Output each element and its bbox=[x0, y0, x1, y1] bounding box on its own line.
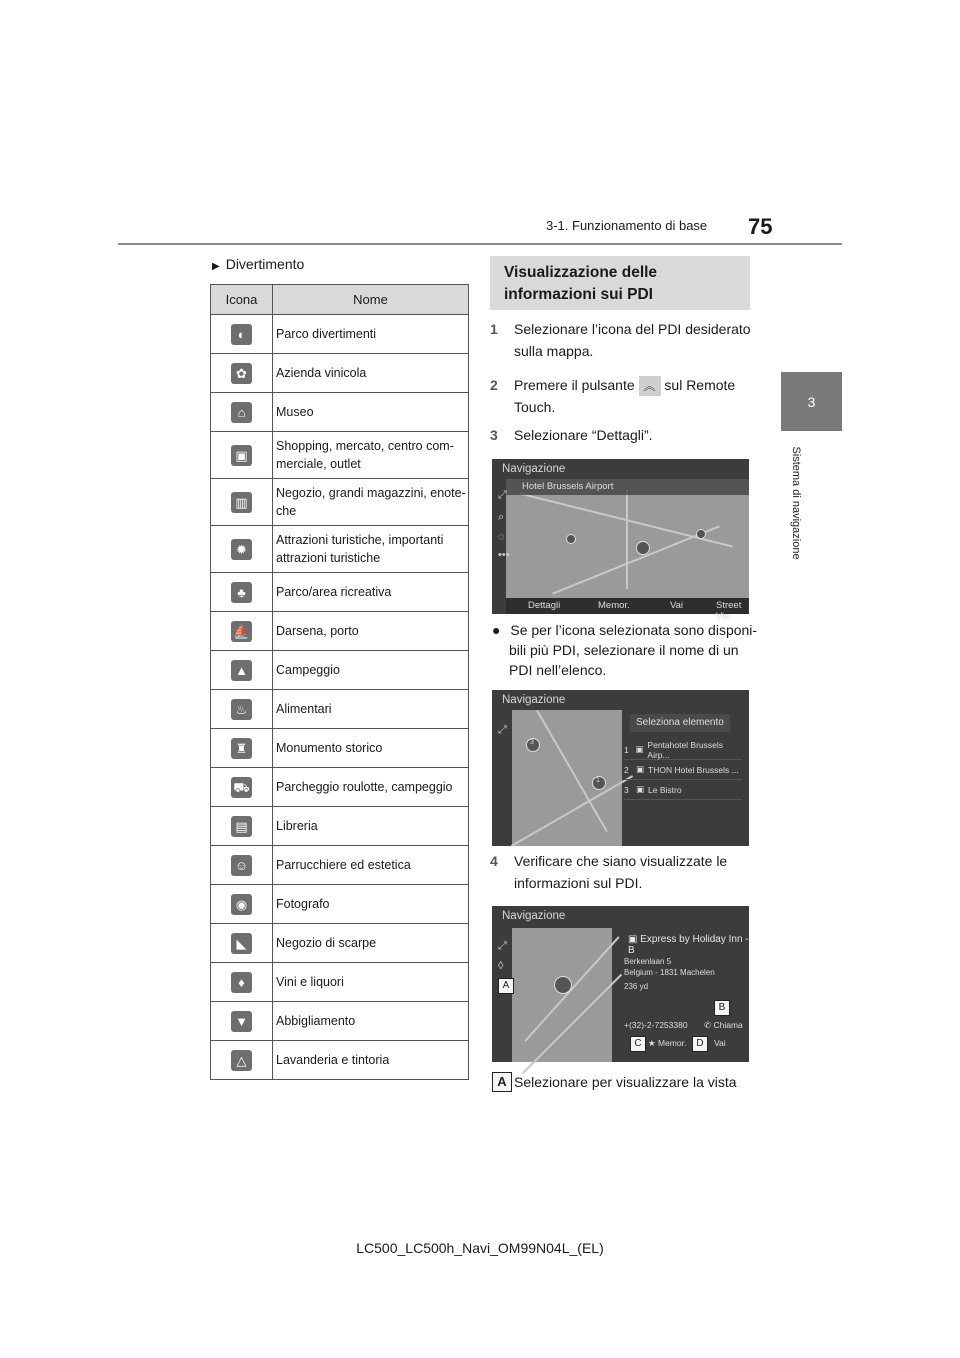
map-road bbox=[626, 489, 628, 589]
call-button[interactable]: ✆ Chiama bbox=[704, 1020, 743, 1030]
tent-icon: ▲ bbox=[231, 660, 252, 681]
table-row bbox=[211, 354, 469, 393]
camera-icon: ◉ bbox=[231, 894, 252, 915]
step-1: 1 Selezionare l’icona del PDI desiderato sulla mappa. bbox=[490, 321, 751, 359]
name-cell: Parrucchiere ed estetica bbox=[273, 846, 469, 885]
hotel-icon: ▣ bbox=[636, 784, 645, 794]
list-item-label: Pentahotel Brussels Airp... bbox=[647, 739, 724, 760]
table-row bbox=[211, 526, 469, 573]
table-row bbox=[211, 393, 469, 432]
table-row bbox=[211, 651, 469, 690]
save-button[interactable]: ★ Memor. bbox=[648, 1038, 687, 1048]
details-button[interactable]: Dettagli bbox=[528, 600, 561, 611]
street-view-button[interactable]: Street Vie bbox=[716, 600, 742, 622]
header-divider bbox=[118, 243, 842, 245]
map-area bbox=[512, 928, 612, 1062]
name-cell: Vini e liquori bbox=[273, 963, 469, 1002]
name-cell: Fotografo bbox=[273, 885, 469, 924]
subsection-title: ▶ Divertimento bbox=[212, 256, 305, 272]
sailboat-icon: ⛵ bbox=[231, 621, 252, 642]
note-label-a: A bbox=[492, 1072, 512, 1092]
shopping-bag-icon: ▥ bbox=[231, 492, 252, 513]
icon-cell bbox=[211, 393, 273, 432]
grapes-icon: ✿ bbox=[231, 363, 252, 384]
sun-attraction-icon: ✹ bbox=[231, 539, 252, 560]
callout-label-d: D bbox=[692, 1036, 708, 1052]
search-icon[interactable]: ⌕ bbox=[498, 511, 505, 523]
remote-touch-icon[interactable]: ◊ bbox=[498, 960, 504, 972]
page-number: 75 bbox=[748, 214, 773, 239]
list-item[interactable] bbox=[624, 760, 742, 780]
icon-cell bbox=[211, 963, 273, 1002]
table-row bbox=[211, 729, 469, 768]
screen-title: Navigazione bbox=[502, 463, 566, 475]
table-row bbox=[211, 924, 469, 963]
table-row bbox=[211, 1041, 469, 1080]
name-cell: Darsena, porto bbox=[273, 612, 469, 651]
expand-icon[interactable]: ⤢ bbox=[498, 489, 507, 501]
table-row bbox=[211, 1002, 469, 1041]
step-4: 4 Verificare che siano visualizzate le informazioni sul PDI. bbox=[490, 853, 728, 891]
screen-title: Navigazione bbox=[502, 694, 566, 706]
groceries-icon: ♨ bbox=[231, 699, 252, 720]
icon-cell bbox=[211, 573, 273, 612]
chapter-label: Sistema di navigazione bbox=[790, 446, 802, 560]
table-row bbox=[211, 690, 469, 729]
chapter-number: 3 bbox=[807, 393, 816, 410]
poi-list bbox=[624, 740, 742, 800]
section-heading-text: Visualizzazione delle informazioni sui PDI bbox=[504, 264, 658, 303]
hanger-icon: △ bbox=[231, 1050, 252, 1071]
name-cell: Azienda vinicola bbox=[273, 354, 469, 393]
list-heading: Seleziona elemento bbox=[630, 714, 730, 732]
section-header: 3-1. Funzionamento di base bbox=[546, 218, 708, 233]
wine-bottle-icon: ♦ bbox=[231, 972, 252, 993]
table-row bbox=[211, 612, 469, 651]
list-item-number: 1 bbox=[624, 744, 629, 755]
icon-cell bbox=[211, 354, 273, 393]
name-cell: Libreria bbox=[273, 807, 469, 846]
nav-screen-list bbox=[492, 690, 749, 846]
map-pin-icon[interactable]: 3 bbox=[526, 738, 540, 752]
table-row bbox=[211, 963, 469, 1002]
icon-cell bbox=[211, 768, 273, 807]
poi-name-bar[interactable] bbox=[506, 479, 749, 495]
name-cell: Parco/area ricreativa bbox=[273, 573, 469, 612]
table-row bbox=[211, 479, 469, 526]
icon-cell bbox=[211, 690, 273, 729]
list-item[interactable] bbox=[624, 780, 742, 800]
map-road bbox=[536, 710, 608, 832]
poi-marker-icon[interactable] bbox=[566, 534, 576, 544]
table-row bbox=[211, 846, 469, 885]
bullet-note: ● Se per l’icona selezionata sono disponi- bili più PDI, selezionare il nome di un PDI nell’elenco. bbox=[492, 622, 758, 678]
icon-cell bbox=[211, 651, 273, 690]
callout-label-a: A bbox=[498, 978, 514, 994]
icon-cell bbox=[211, 1002, 273, 1041]
name-cell: Alimentari bbox=[273, 690, 469, 729]
list-item-label: Le Bistro bbox=[648, 784, 682, 795]
icon-cell bbox=[211, 526, 273, 573]
shirt-icon: ▼ bbox=[231, 1011, 252, 1032]
save-button[interactable]: Memor. bbox=[598, 600, 630, 611]
name-cell: Negozio di scarpe bbox=[273, 924, 469, 963]
callout-label-c: C bbox=[630, 1036, 646, 1052]
column-header-icon: Icona bbox=[211, 285, 273, 315]
column-header-name: Nome bbox=[273, 285, 469, 315]
icon-cell bbox=[211, 924, 273, 963]
list-item-number: 2 bbox=[624, 764, 629, 775]
name-cell: Parco divertimenti bbox=[273, 315, 469, 354]
nav-screen-details bbox=[492, 906, 749, 1062]
name-cell: Monumento storico bbox=[273, 729, 469, 768]
go-button[interactable]: Vai bbox=[670, 600, 684, 611]
poi-marker-icon[interactable] bbox=[696, 529, 706, 539]
list-item[interactable] bbox=[624, 740, 742, 760]
table-row bbox=[211, 807, 469, 846]
map-road bbox=[511, 775, 633, 847]
icon-cell bbox=[211, 432, 273, 479]
camper-icon: ⛟ bbox=[231, 777, 252, 798]
balloon-icon: ◐ bbox=[231, 324, 252, 345]
note-text: Selezionare per visualizzare la vista bbox=[514, 1074, 737, 1090]
name-cell: Shopping, mercato, centro com- merciale, outlet bbox=[273, 432, 469, 479]
hotel-icon: ▣ bbox=[636, 764, 645, 774]
bulb-icon[interactable]: ◌ bbox=[498, 531, 505, 543]
more-icon[interactable]: ••• bbox=[498, 549, 510, 561]
hairdresser-icon: ☺ bbox=[231, 855, 252, 876]
name-cell: Parcheggio roulotte, campeggio bbox=[273, 768, 469, 807]
table-row bbox=[211, 315, 469, 354]
icon-cell bbox=[211, 315, 273, 354]
name-cell: Museo bbox=[273, 393, 469, 432]
list-item-number: 3 bbox=[624, 784, 629, 795]
chevron-up-button-icon: ︽ bbox=[639, 376, 661, 396]
document-code: LC500_LC500h_Navi_OM99N04L_(EL) bbox=[356, 1240, 604, 1256]
map-area bbox=[512, 710, 622, 846]
callout-label-b: B bbox=[714, 1000, 730, 1016]
table-row bbox=[211, 885, 469, 924]
name-cell: Campeggio bbox=[273, 651, 469, 690]
map-pin-icon[interactable] bbox=[554, 976, 572, 994]
book-icon: ▤ bbox=[231, 816, 252, 837]
phone-icon: ✆ bbox=[704, 1020, 712, 1030]
icon-cell bbox=[211, 479, 273, 526]
bullet-dot-icon: ● bbox=[492, 622, 501, 638]
monument-icon: ♜ bbox=[231, 738, 252, 759]
name-cell: Negozio, grandi magazzini, enote- che bbox=[273, 479, 469, 526]
section-heading bbox=[490, 256, 750, 310]
map-pin-icon[interactable] bbox=[636, 541, 650, 555]
poi-name: ▣ Express by Holiday Inn - B bbox=[628, 934, 749, 956]
map-area bbox=[506, 479, 749, 598]
nav-screen-map bbox=[492, 459, 749, 622]
museum-icon: ⌂ bbox=[231, 402, 252, 423]
poi-icon-table bbox=[210, 284, 469, 1080]
star-icon: ★ bbox=[648, 1038, 656, 1048]
screen-title: Navigazione bbox=[502, 910, 566, 922]
name-cell: Lavanderia e tintoria bbox=[273, 1041, 469, 1080]
table-row bbox=[211, 432, 469, 479]
step-2: 2 Premere il pulsante ︽ sul Remote Touch. bbox=[490, 377, 736, 416]
hotel-icon: ▣ bbox=[635, 744, 644, 754]
expand-icon[interactable]: ⤢ bbox=[498, 724, 507, 736]
map-road bbox=[552, 525, 720, 594]
list-item-label: THON Hotel Brussels ... bbox=[648, 764, 739, 775]
table-row bbox=[211, 768, 469, 807]
name-cell: Abbigliamento bbox=[273, 1002, 469, 1041]
shoe-icon: ◣ bbox=[231, 933, 252, 954]
name-cell: Attrazioni turistiche, importanti attrazioni turistiche bbox=[273, 526, 469, 573]
table-body bbox=[211, 315, 469, 1080]
map-pin-icon[interactable]: 1 bbox=[592, 776, 606, 790]
park-tree-icon: ♣ bbox=[231, 582, 252, 603]
icon-cell bbox=[211, 846, 273, 885]
icon-cell bbox=[211, 612, 273, 651]
icon-cell bbox=[211, 729, 273, 768]
poi-address: Berkenlaan 5 Belgium - 1831 Machelen 236 yd bbox=[624, 957, 715, 991]
icon-cell bbox=[211, 1041, 273, 1080]
shopping-cart-icon: ▣ bbox=[231, 445, 252, 466]
poi-category-icon: ▣ bbox=[628, 934, 638, 945]
icon-cell bbox=[211, 885, 273, 924]
table-row bbox=[211, 573, 469, 612]
triangle-bullet-icon: ▶ bbox=[212, 261, 220, 272]
icon-cell bbox=[211, 807, 273, 846]
poi-name: Hotel Brussels Airport bbox=[522, 481, 614, 492]
phone-number: +(32)-2-7253380 bbox=[624, 1020, 688, 1030]
action-bar bbox=[506, 598, 749, 622]
expand-icon[interactable]: ⤢ bbox=[498, 940, 507, 952]
step-3: 3 Selezionare “Dettagli”. bbox=[490, 427, 653, 443]
go-button[interactable]: Vai bbox=[714, 1038, 726, 1048]
